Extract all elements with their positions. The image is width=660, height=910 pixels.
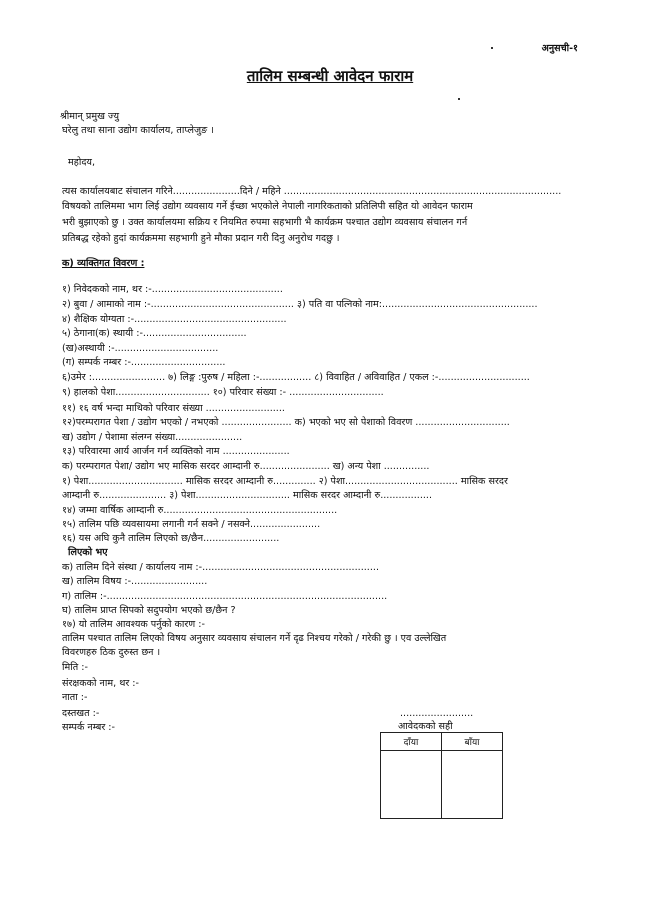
page-title <box>0 66 660 86</box>
section-a-heading: क) व्यक्तिगत विवरण : <box>62 258 145 269</box>
field-education: ४) शैक्षिक योग्यता :-.................................................. <box>62 314 287 325</box>
intro-line-3: भरी बुझाएको छु । उक्त कार्यालयमा सक्रिय र नियमित रुपमा सहभागी भै कार्यक्रम पश्चात उद्योग व्यवसाय संचालन गर्न <box>62 217 468 228</box>
page-title-text: तालिम सम्बन्धी आवेदन फाराम <box>246 67 414 85</box>
intro-line-2: विषयको तालिममा भाग लिई उद्योग व्यवसाय गर्ने ईच्छा भएकोले नेपाली नागरिकताको प्रतिलिपी सहित यो आवेदन फाराम <box>62 201 473 212</box>
field-age-gender-marital: ६)उमेर :........................ ७) लिङ्ग :पुरुष / महिला :-................. ८) विवाहित / अविवाहित / एकल :-.............................. <box>62 372 530 383</box>
addressee-line-1: श्रीमान् प्रमुख ज्यु <box>60 111 120 122</box>
field-occupation-income-3: आम्दानी रु...................... ३) पेशा............................... मासिक सरदर आम्दानी रु................. <box>62 490 433 501</box>
field-involved-count: ख) उद्योग / पेशामा संलग्न संख्या...................... <box>62 432 243 443</box>
footer-signature: दस्तखत :- <box>62 708 100 719</box>
field-training: ग) तालिम :-............................................................................................ <box>62 591 388 602</box>
field-occupation-income-1-2: १) पेशा............................... मासिक सरदर आम्दानी रु.............. २) पेशा..................................... मासिक सरदर <box>62 476 508 487</box>
intro-line-1: त्यस कार्यालयबाट संचालन गरिने......................दिने / महिने ........................................................................................... <box>62 186 562 197</box>
field-traditional-income: क) परम्परागत पेशा/ उद्योग भए मासिक सरदर आम्दानी रु....................... ख) अन्य पेशा ............... <box>62 461 430 472</box>
annex-label: अनुसची-१ <box>541 43 578 54</box>
salutation: महोदय, <box>68 157 96 168</box>
field-training-institute: क) तालिम दिने संस्था / कार्यालय नाम :-.......................................................... <box>62 562 380 573</box>
field-occupation-family: ९) हालको पेशा............................... १०) परिवार संख्या :- ............................... <box>62 387 384 398</box>
field-investment-ability: १५) तालिम पछि व्यवसायमा लगानी गर्न सक्ने / नसक्ने....................... <box>62 519 321 530</box>
field-skill-utilized: घ) तालिम प्राप्त सिपको सदुपयोग भएको छ/छैन ? <box>62 605 236 616</box>
field-family-above-16: ११) १६ वर्ष भन्दा माथिको परिवार संख्या .......................... <box>62 403 285 414</box>
field-training-reason: १७) यो तालिम आवश्यक पर्नुको कारण :- <box>62 619 205 630</box>
field-parent-spouse-name: २) बुवा / आमाको नाम :-............................................... ३) पति वा पत्निको नाम:................................................... <box>62 299 538 310</box>
footer-contact: सम्पर्क नम्बर :- <box>62 722 116 733</box>
left-thumb-header: बाँया <box>442 733 503 751</box>
applicant-sign-label: आवेदकको सही <box>398 721 453 732</box>
field-earning-members: १३) परिवारमा आर्य आर्जन गर्न व्यक्तिको नाम ...................... <box>62 446 290 457</box>
right-thumb-header: दाँया <box>381 733 442 751</box>
right-thumb-box <box>381 751 442 819</box>
scan-speck <box>458 98 460 100</box>
declaration-line-1: तालिम पश्चात तालिम लिएको विषय अनुसार व्यवसाय संचालन गर्ने दृढ निश्चय गरेको / गरेकी छु । एव उल्लेखित <box>62 633 447 644</box>
footer-guardian-name: संरक्षकको नाम, थर :- <box>62 678 140 689</box>
applicant-sign-dots: ........................ <box>400 708 474 719</box>
field-temporary-address: (ख)अस्थायी :-.................................. <box>62 343 219 354</box>
scan-speck <box>491 47 493 49</box>
field-applicant-name: १) निवेदकको नाम, थर :-........................................... <box>62 284 283 295</box>
footer-relation: नाता :- <box>62 692 88 703</box>
field-annual-income: १४) जम्मा वार्षिक आम्दानी रु......................................................... <box>62 505 338 516</box>
field-training-subject: ख) तालिम विषय :-......................... <box>62 576 208 587</box>
declaration-line-2: विवरणहरु ठिक दुरुस्त छन । <box>62 647 161 658</box>
addressee-line-2: घरेलु तथा साना उद्योग कार्यालय, ताप्लेजुङ । <box>62 125 214 136</box>
field-contact-number: (ग) सम्पर्क नम्बर :-............................... <box>62 357 226 368</box>
field-previous-training: १६) यस अघि कुनै तालिम लिएको छ/छैन......................... <box>62 533 280 544</box>
if-taken-heading: लिएको भए <box>68 547 108 558</box>
thumbprint-table <box>380 732 503 819</box>
field-permanent-address: ५) ठेगाना(क) स्थायी :-.................................. <box>62 328 247 339</box>
left-thumb-box <box>442 751 503 819</box>
intro-line-4: प्रतिबद्ध रहेको हुदां कार्यक्रममा सहभागी हुने मौका प्रदान गरी दिनु अनुरोध गदछु । <box>62 233 340 244</box>
field-traditional-occupation: १२)परम्परागत पेशा / उद्योग भएको / नभएको ....................... क) भएको भए सो पेशाको विवरण ............................... <box>62 417 510 428</box>
footer-date: मिति :- <box>62 662 88 673</box>
